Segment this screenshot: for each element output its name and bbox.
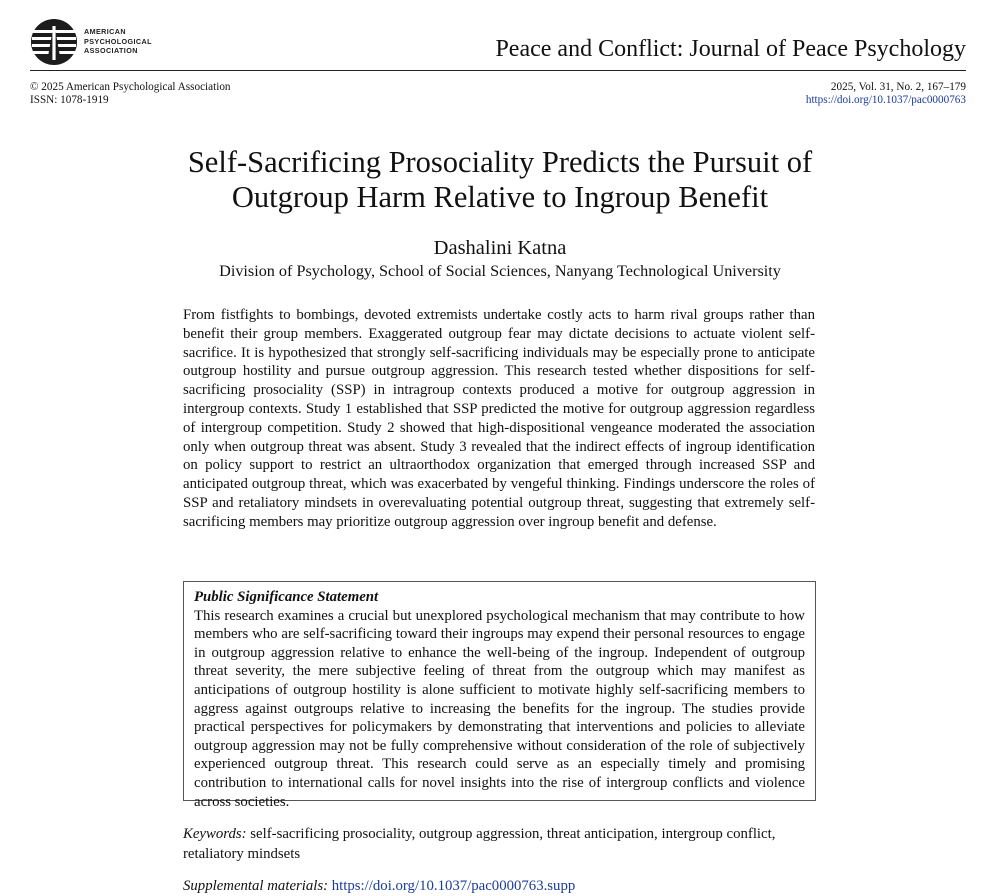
author-affiliation: Division of Psychology, School of Social Sciences, Nanyang Technological University	[219, 262, 781, 280]
issn: ISSN: 1078-1919	[30, 93, 109, 106]
doi-link[interactable]: https://doi.org/10.1037/pac0000763	[805, 93, 966, 106]
logo-line: PSYCHOLOGICAL	[84, 36, 152, 46]
public-significance-box	[183, 581, 816, 810]
article-title-line: Self-Sacrificing Prosociality Predicts the Pursuit of	[187, 145, 813, 179]
significance-body: This research examines a crucial but unexplored psychological mechanism that may contribute to how members who are self-sacrificing toward their ingroups may expend their personal resources to engage in outgroup aggression relative to enhance the well-being of the ingroup. Independent of outgroup threat severity, the mere subjective feeling of threat from the outgroup which may manifest as anticipations of outgroup hostility is alone sufficient to motivate highly self-sacrificing members to aggress against outgroups relative to increasing the benefits for the ingroup. The studies provide practical perspectives for policymakers by demonstrating that interventions and policies to alleviate outgroup aggression may not be fully comprehensive without consideration of the role of subjectively experienced outgroup threat. This research could serve as an especially timely and promising contribution to international calls for novel insights into the rise of intergroup conflicts and violence across societies.	[194, 607, 805, 810]
article-title	[100, 145, 900, 215]
author-name: Dashalini Katna	[433, 237, 567, 259]
page-header	[30, 18, 966, 70]
supplemental-label: Supplemental materials:	[183, 878, 329, 894]
copyright-notice: © 2025 American Psychological Association	[30, 81, 231, 93]
publication-meta-right	[806, 81, 966, 106]
logo-line: ASSOCIATION	[84, 46, 138, 55]
citation-info: 2025, Vol. 31, No. 2, 167–179	[830, 81, 966, 93]
abstract: From fistfights to bombings, devoted extremists undertake costly acts to harm rival groups rather than benefit their group members. Exaggerated outgroup fear may dictate decisions to actuate violent self-sacrifice. It is hypothesized that strongly self-sacrificing individuals may be especially prone to anticipate outgroup hostility and pursue outgroup aggression. This research tested whether dispositions for self-sacrificing prosociality (SSP) in intragroup contexts produced a motive for outgroup aggression in intergroup contexts. Study 1 established that SSP predicted the motive for outgroup aggression regardless of intergroup competition. Study 2 showed that high-dispositional vengeance moderated the association only when outgroup threat was absent. Study 3 revealed that the indirect effects of ingroup identification on policy support to restrict an ultraorthodox organization that emerged through increased SSP and anticipated outgroup threat, which was exacerbated by vengeful thinking. Findings underscore the roles of SSP and retaliatory mindsets in overevaluating potential outgroup threat, suggesting that extremely self-sacrificing members may prioritize outgroup aggression over ingroup benefit and defense.	[183, 307, 815, 530]
supplemental-link[interactable]: https://doi.org/10.1037/pac0000763.supp	[331, 878, 576, 894]
header-divider	[30, 70, 966, 71]
apa-logo-icon	[30, 18, 78, 66]
significance-heading: Public Significance Statement	[194, 589, 379, 605]
article-title-line: Outgroup Harm Relative to Ingroup Benefit	[231, 180, 769, 214]
supplemental-materials	[183, 876, 575, 896]
keywords	[183, 824, 815, 864]
apa-logo-wordmark	[84, 27, 152, 56]
publication-meta-left	[30, 81, 231, 106]
journal-title: Peace and Conflict: Journal of Peace Psychology	[495, 36, 966, 62]
apa-logo	[30, 18, 200, 68]
keywords-label: Keywords:	[183, 826, 247, 842]
logo-line: AMERICAN	[84, 27, 126, 36]
keywords-list: self-sacrificing prosociality, outgroup aggression, threat anticipation, intergroup conflict, retaliatory mindsets	[183, 826, 776, 862]
